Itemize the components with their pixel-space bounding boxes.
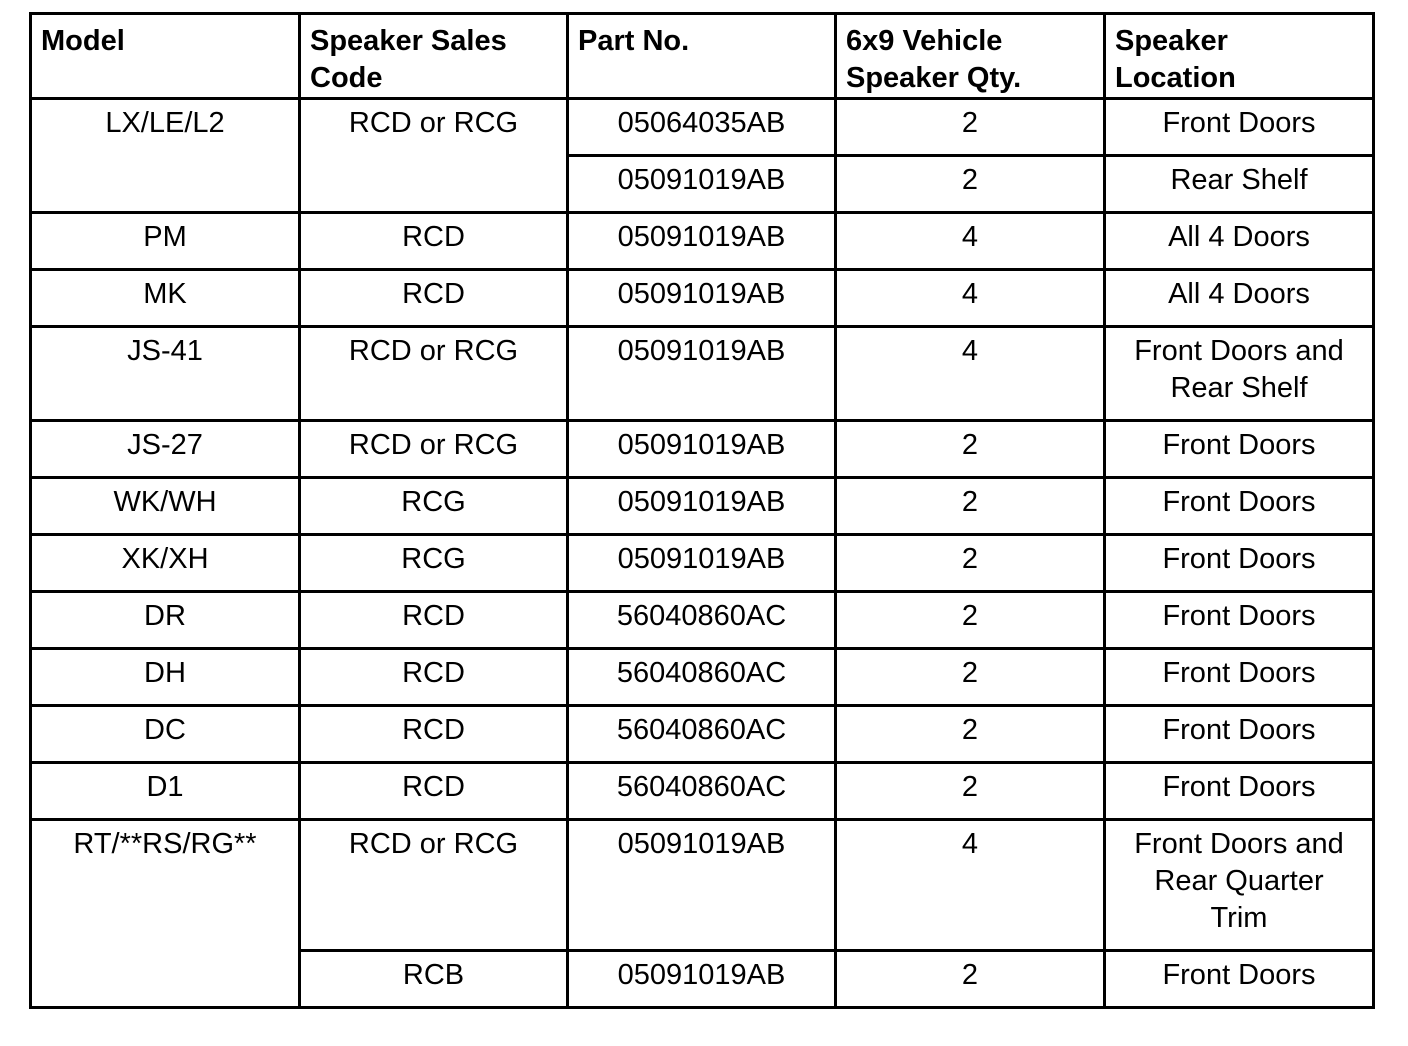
- cell-location: Front Doors: [1105, 763, 1374, 820]
- cell-code: RCD: [300, 706, 568, 763]
- table-row: [31, 649, 1374, 706]
- cell-part: 05091019AB: [568, 951, 836, 1008]
- cell-part: 05091019AB: [568, 421, 836, 478]
- cell-part: 56040860AC: [568, 649, 836, 706]
- table-row: [31, 99, 1374, 156]
- table-row: [31, 820, 1374, 951]
- cell-qty: 4: [836, 213, 1105, 270]
- table-row: [31, 270, 1374, 327]
- table-row: [31, 327, 1374, 421]
- cell-model: JS-27: [31, 421, 300, 478]
- cell-part: 05091019AB: [568, 270, 836, 327]
- cell-qty: 4: [836, 820, 1105, 951]
- cell-location: Front Doors: [1105, 592, 1374, 649]
- cell-code: RCD or RCG: [300, 327, 568, 421]
- table-row: [31, 763, 1374, 820]
- header-row: [31, 14, 1374, 99]
- cell-model: DR: [31, 592, 300, 649]
- cell-location: Front Doors: [1105, 421, 1374, 478]
- cell-model: DH: [31, 649, 300, 706]
- cell-code: RCB: [300, 951, 568, 1008]
- cell-model: D1: [31, 763, 300, 820]
- cell-model: XK/XH: [31, 535, 300, 592]
- cell-part: 05091019AB: [568, 478, 836, 535]
- cell-part: 56040860AC: [568, 706, 836, 763]
- cell-code: RCD or RCG: [300, 421, 568, 478]
- cell-location: All 4 Doors: [1105, 213, 1374, 270]
- cell-qty: 2: [836, 99, 1105, 156]
- cell-location: Front Doors and Rear Shelf: [1105, 327, 1374, 421]
- header-part-no: Part No.: [568, 14, 836, 99]
- cell-qty: 2: [836, 421, 1105, 478]
- cell-part: 56040860AC: [568, 592, 836, 649]
- cell-part: 56040860AC: [568, 763, 836, 820]
- table-row: [31, 535, 1374, 592]
- cell-code: RCD or RCG: [300, 820, 568, 951]
- cell-location: Front Doors: [1105, 99, 1374, 156]
- cell-part: 05091019AB: [568, 327, 836, 421]
- header-location: Speaker Location: [1105, 14, 1374, 99]
- cell-model: WK/WH: [31, 478, 300, 535]
- cell-qty: 2: [836, 763, 1105, 820]
- cell-code: RCD: [300, 763, 568, 820]
- table-row: [31, 213, 1374, 270]
- cell-qty: 2: [836, 535, 1105, 592]
- cell-location: Front Doors: [1105, 951, 1374, 1008]
- cell-location: Front Doors: [1105, 649, 1374, 706]
- cell-model: RT/**RS/RG**: [31, 820, 300, 1008]
- table-row: [31, 478, 1374, 535]
- cell-location: Front Doors: [1105, 706, 1374, 763]
- cell-model: MK: [31, 270, 300, 327]
- cell-part: 05091019AB: [568, 213, 836, 270]
- cell-code: RCD or RCG: [300, 99, 568, 213]
- cell-location: Front Doors: [1105, 535, 1374, 592]
- cell-model: JS-41: [31, 327, 300, 421]
- table-row: [31, 706, 1374, 763]
- cell-part: 05064035AB: [568, 99, 836, 156]
- cell-location: Rear Shelf: [1105, 156, 1374, 213]
- table-row: [31, 592, 1374, 649]
- cell-code: RCG: [300, 478, 568, 535]
- cell-location: All 4 Doors: [1105, 270, 1374, 327]
- cell-qty: 2: [836, 478, 1105, 535]
- cell-model: DC: [31, 706, 300, 763]
- cell-code: RCD: [300, 213, 568, 270]
- cell-code: RCG: [300, 535, 568, 592]
- cell-qty: 2: [836, 706, 1105, 763]
- cell-code: RCD: [300, 592, 568, 649]
- cell-qty: 2: [836, 592, 1105, 649]
- cell-code: RCD: [300, 649, 568, 706]
- cell-qty: 4: [836, 270, 1105, 327]
- cell-model: PM: [31, 213, 300, 270]
- cell-qty: 2: [836, 951, 1105, 1008]
- cell-location: Front Doors: [1105, 478, 1374, 535]
- header-qty: 6x9 Vehicle Speaker Qty.: [836, 14, 1105, 99]
- cell-qty: 2: [836, 649, 1105, 706]
- cell-part: 05091019AB: [568, 535, 836, 592]
- header-sales-code: Speaker Sales Code: [300, 14, 568, 99]
- cell-part: 05091019AB: [568, 156, 836, 213]
- cell-qty: 4: [836, 327, 1105, 421]
- cell-part: 05091019AB: [568, 820, 836, 951]
- header-model: Model: [31, 14, 300, 99]
- cell-qty: 2: [836, 156, 1105, 213]
- speaker-table: [29, 12, 1375, 1009]
- cell-model: LX/LE/L2: [31, 99, 300, 213]
- table-row: [31, 421, 1374, 478]
- cell-code: RCD: [300, 270, 568, 327]
- cell-location: Front Doors and Rear Quarter Trim: [1105, 820, 1374, 951]
